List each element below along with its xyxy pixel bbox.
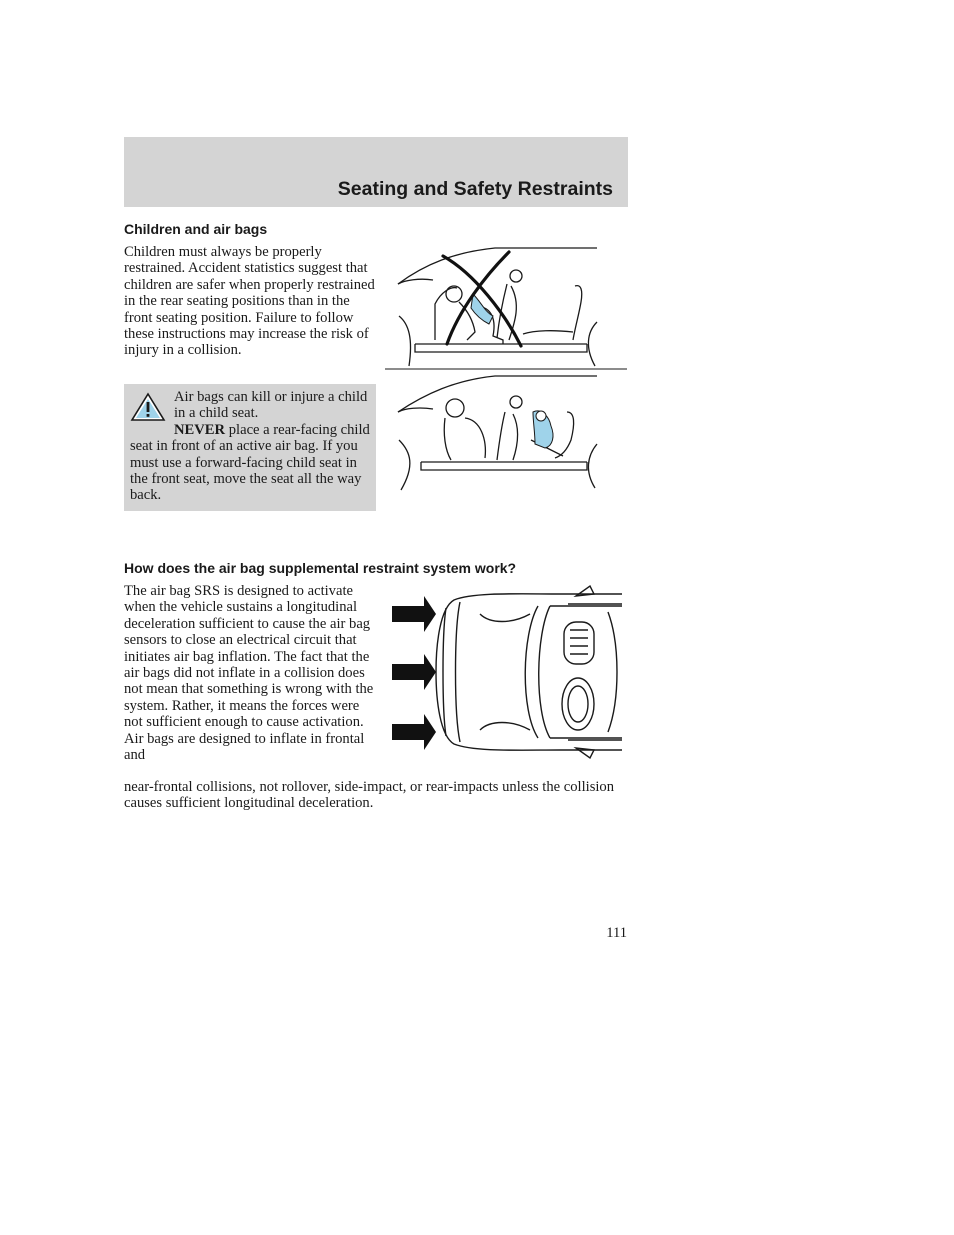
warning-emphasis: NEVER: [174, 421, 226, 438]
paragraph-text: near-frontal collisions, not rollover, side-impact, or rear-impacts unless the collision causes sufficient longitudinal deceleration.: [124, 779, 615, 812]
srs-paragraph-full: [124, 779, 628, 812]
section-heading-srs: How does the air bag supplemental restraint system work?: [124, 560, 517, 576]
warning-triangle-icon: [130, 392, 166, 422]
child-seat-illustration: [385, 244, 629, 494]
paragraph-text: The air bag SRS is designed to activate when the vehicle sustains a longitudinal deceleration sufficient to cause the air bag sensors to close an electrical circuit that initiates air bag inflation. The fact that the air bags did not inflate in a collision does not mean that something is wrong with the system. Rather, it means the forces were not sufficient enough to cause activation. Air bags are designed to inflate in frontal and: [124, 583, 374, 764]
section-heading-children-air-bags: Children and air bags: [124, 221, 268, 237]
paragraph-text: Children must always be properly restrained. Accident statistics suggest that children are safer when properly restrained in the rear seating positions than in the front seating position. Failure to follow these instructions may increase the risk of injury in a collision.: [124, 244, 375, 359]
page-title: Seating and Safety Restraints: [337, 178, 613, 200]
frontal-impact-illustration: [390, 584, 626, 760]
arrow-icons: [392, 596, 436, 750]
srs-paragraph-wrapped: [124, 583, 379, 763]
warning-box: [124, 384, 376, 511]
warning-line1: Air bags can kill or injure a child in a child seat.: [174, 389, 368, 422]
children-air-bags-paragraph: [124, 244, 376, 359]
header-band: [124, 137, 628, 207]
warning-line2: place a rear-facing child seat in front of an active air bag. If you must use a forward-facing child seat in the front seat, move the seat all the way back.: [130, 421, 370, 504]
page-number: 111: [606, 925, 627, 941]
